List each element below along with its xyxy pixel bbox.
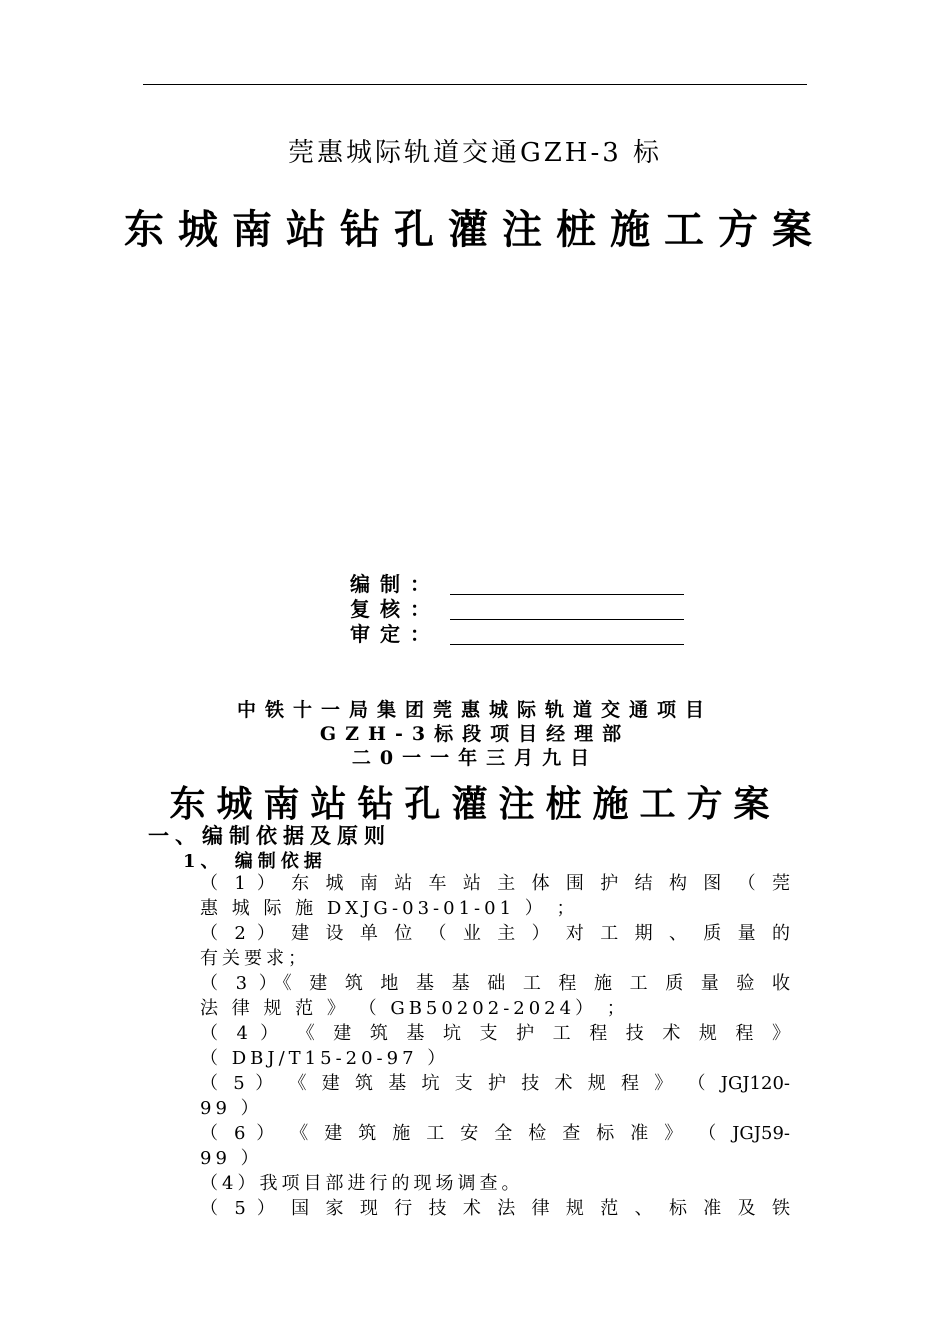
signature-line	[450, 622, 684, 645]
signature-label: 编制：	[350, 572, 440, 596]
cover-plan-title: 东城南站钻孔灌注桩施工方案	[124, 206, 826, 253]
signature-line	[450, 572, 684, 595]
body-line: （ 5 ） 国 家 现 行 技 术 法 律 规 范 、 标 准 及 铁	[200, 1198, 791, 1219]
body-line: 法 律 规 范 》 （ GB50202-2024） ；	[200, 998, 629, 1019]
body-line: （ 5 ） 《 建 筑 基 坑 支 护 技 术 规 程 》 （ JGJ120-	[200, 1073, 790, 1094]
body-plan-title: 东城南站钻孔灌注桩施工方案	[169, 783, 781, 825]
body-line: （ 6 ） 《 建 筑 施 工 安 全 检 查 标 准 》 （ JGJ59-	[200, 1123, 790, 1144]
signature-row-reviewed	[350, 597, 690, 622]
signature-block	[350, 572, 690, 647]
body-line: （ 2 ） 建 设 单 位 （ 业 主 ） 对 工 期 、 质 量 的	[200, 923, 791, 944]
body-line: （ 4 ） 《 建 筑 基 坑 支 护 工 程 技 术 规 程 》	[200, 1023, 790, 1044]
signature-label: 复核：	[350, 597, 440, 621]
project-title: 莞惠城际轨道交通GZH-3 标	[287, 138, 663, 168]
body-line: 有关要求；	[200, 948, 310, 969]
document-date: 二0一一年三月九日	[351, 747, 599, 769]
basis-list	[200, 871, 790, 1221]
organization-name: 中铁十一局集团莞惠城际轨道交通项目	[236, 699, 713, 721]
signature-line	[450, 597, 684, 620]
body-line: 99 ）	[200, 1148, 263, 1169]
body-line: 惠 城 际 施 DXJG-03-01-01 ） ；	[200, 898, 579, 919]
body-line: （4）我项目部进行的现场调查。	[200, 1173, 524, 1194]
header-rule	[143, 84, 807, 85]
signature-label: 审定：	[350, 622, 440, 646]
body-line: （ 3 ）《 建 筑 地 基 基 础 工 程 施 工 质 量 验 收	[200, 973, 790, 994]
body-line: （ 1 ） 东 城 南 站 车 站 主 体 围 护 结 构 图 （ 莞	[200, 873, 791, 894]
body-line: 99 ）	[200, 1098, 263, 1119]
signature-row-compiled	[350, 572, 690, 597]
department-name: GZH-3标段项目经理部	[319, 723, 631, 745]
sub-heading: 1、 编制依据	[183, 851, 327, 872]
body-line: （ DBJ/T15-20-97 ）	[200, 1048, 450, 1069]
signature-row-approved	[350, 622, 690, 647]
section-heading: 一、编制依据及原则	[148, 823, 391, 848]
